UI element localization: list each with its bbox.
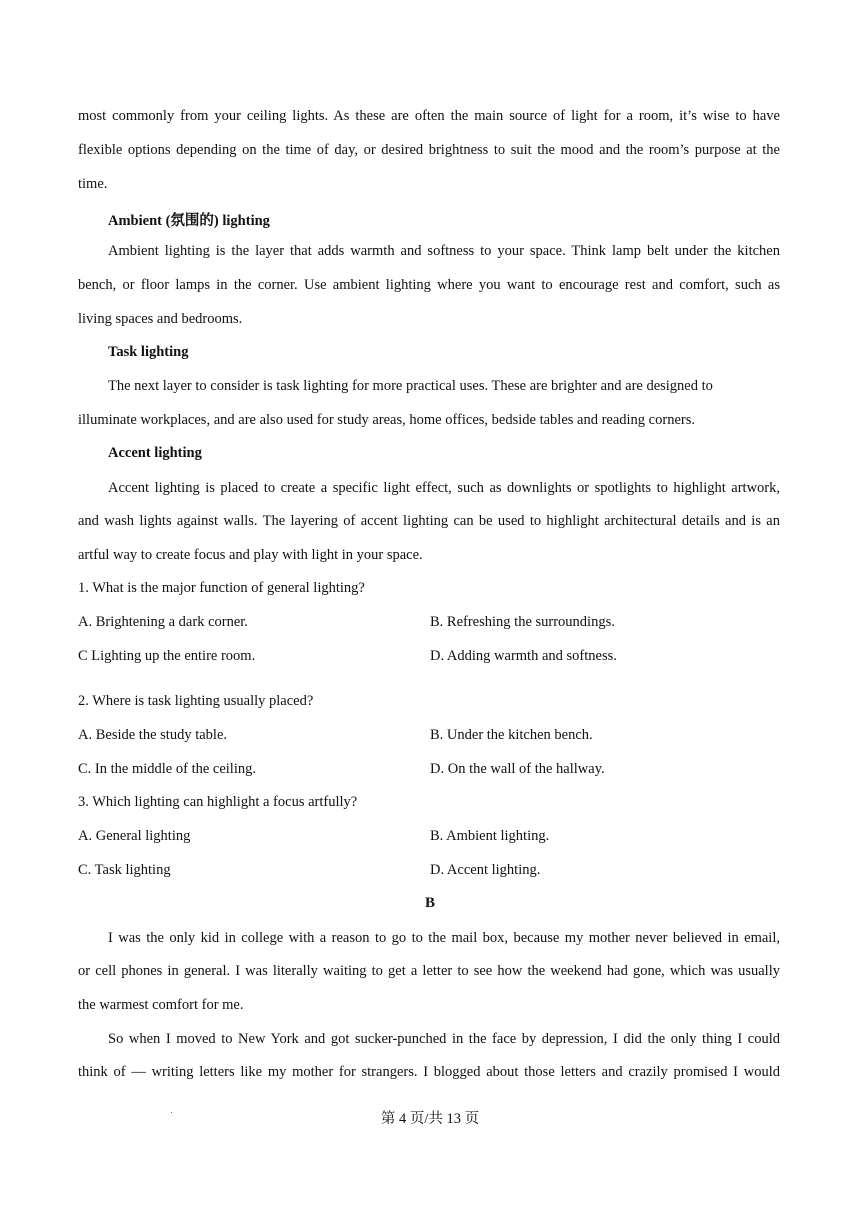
section-b-para1-line-2: or cell phones in general. I was literally waiting to get a letter to see how the weekend had gone, which was usually	[78, 963, 780, 979]
question-1-stem: 1. What is the major function of general lighting?	[78, 580, 365, 596]
question-3-stem: 3. Which lighting can highlight a focus artfully?	[78, 794, 358, 810]
question-2-option-c: C. In the middle of the ceiling.	[78, 761, 256, 777]
ambient-line-2: bench, or floor lamps in the corner. Use ambient lighting where you want to encourage rest and comfort, such as	[78, 277, 780, 293]
accent-line-2: and wash lights against walls. The layering of accent lighting can be used to highlight architectural details and is an	[78, 513, 780, 529]
passage-a-intro-line-1: most commonly from your ceiling lights. As these are often the main source of light for a room, it’s wise to have	[78, 108, 780, 124]
section-b-heading: B	[424, 895, 435, 911]
ambient-heading: Ambient (氛围的) lighting	[108, 213, 270, 229]
question-1-option-d: D. Adding warmth and softness.	[430, 648, 617, 664]
task-line-1: The next layer to consider is task lighting for more practical uses. These are brighter and are designed to	[108, 378, 713, 394]
question-2-option-a: A. Beside the study table.	[78, 727, 228, 743]
question-3-option-b: B. Ambient lighting.	[430, 828, 550, 844]
question-1-option-a: A. Brightening a dark corner.	[78, 614, 248, 630]
task-line-2: illuminate workplaces, and are also used for study areas, home offices, bedside tables and reading corners.	[78, 412, 695, 428]
accent-heading: Accent lighting	[108, 445, 202, 461]
passage-a-intro-line-3: time.	[78, 176, 108, 192]
task-heading: Task lighting	[108, 344, 189, 360]
question-2-option-d: D. On the wall of the hallway.	[430, 761, 605, 777]
question-3-option-d: D. Accent lighting.	[430, 862, 541, 878]
section-b-para1-line-3: the warmest comfort for me.	[78, 997, 244, 1013]
section-b-para2-line-1: So when I moved to New York and got sucker-punched in the face by depression, I did the only thing I could	[108, 1031, 780, 1047]
question-2-option-b: B. Under the kitchen bench.	[430, 727, 593, 743]
section-b-para2-line-2: think of — writing letters like my mother for strangers. I blogged about those letters and crazily promised I would	[78, 1064, 780, 1080]
question-3-option-a: A. General lighting	[78, 828, 191, 844]
page-number-footer: 第 4 页/共 13 页	[380, 1111, 480, 1127]
accent-line-3: artful way to create focus and play with light in your space.	[78, 547, 423, 563]
section-b-para1-line-1: I was the only kid in college with a reason to go to the mail box, because my mother never believed in email,	[108, 930, 780, 946]
question-2-stem: 2. Where is task lighting usually placed?	[78, 693, 314, 709]
question-3-option-c: C. Task lighting	[78, 862, 171, 878]
passage-a-intro-line-2: flexible options depending on the time of day, or desired brightness to suit the mood and the room’s purpose at the	[78, 142, 780, 158]
question-1-option-c: C Lighting up the entire room.	[78, 648, 256, 664]
question-1-option-b: B. Refreshing the surroundings.	[430, 614, 615, 630]
ambient-line-1: Ambient lighting is the layer that adds warmth and softness to your space. Think lamp belt under the kitchen	[108, 243, 780, 259]
accent-line-1: Accent lighting is placed to create a specific light effect, such as downlights or spotlights to highlight artwork,	[108, 480, 780, 496]
ambient-line-3: living spaces and bedrooms.	[78, 311, 243, 327]
